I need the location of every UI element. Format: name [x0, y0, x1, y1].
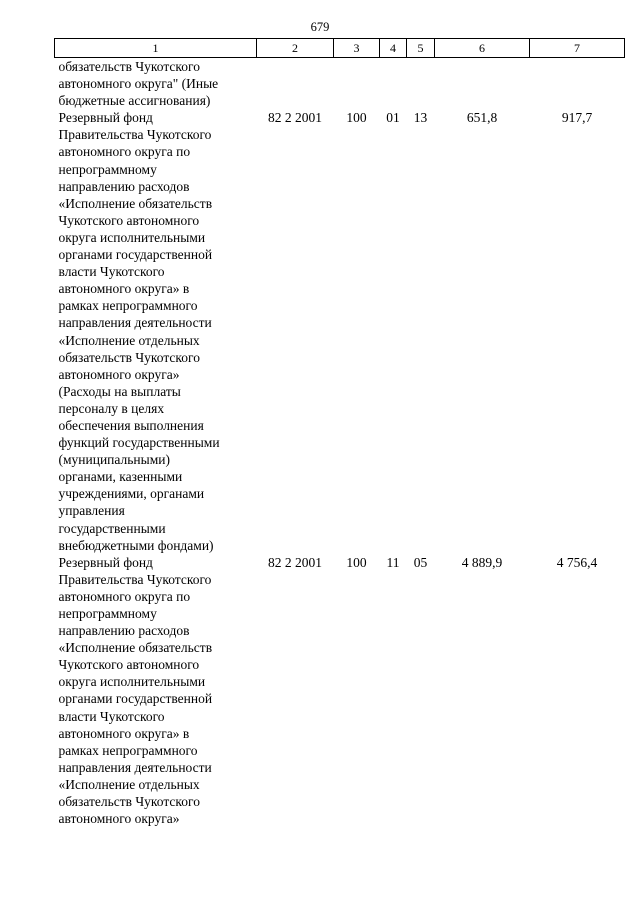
table-header: [55, 39, 625, 58]
row-target-code: 82 2 2001: [268, 110, 322, 126]
row-section: [380, 58, 407, 110]
column-header-3: 3: [334, 39, 380, 58]
header-row: [55, 39, 625, 58]
row-amount-col7: [530, 58, 625, 110]
row-target-code: 82 2 2001: [268, 554, 322, 570]
row-subsection: 05: [413, 554, 428, 570]
row-description: обязательств Чукотского автономного округа" (Иные бюджетные ассигнования): [58, 59, 219, 109]
table-row: [55, 58, 625, 110]
column-header-4: 4: [380, 39, 407, 58]
budget-table: [54, 38, 625, 827]
row-section: 11: [386, 554, 400, 570]
column-header-6: 6: [435, 39, 530, 58]
table-row: [55, 109, 625, 553]
row-amount-col7: 4 756,4: [556, 554, 598, 570]
row-amount-col6: [435, 58, 530, 110]
row-expense-type: 100: [346, 110, 367, 126]
row-expense-type: 100: [346, 554, 367, 570]
row-expense-type: [334, 58, 380, 110]
column-header-5: 5: [407, 39, 435, 58]
row-section: 01: [386, 110, 400, 126]
table-body: [55, 58, 625, 828]
column-header-1: 1: [55, 39, 257, 58]
row-amount-col6: 651,8: [466, 110, 498, 126]
row-amount-col6: 4 889,9: [461, 554, 503, 570]
row-target-code: [257, 58, 334, 110]
column-header-7: 7: [530, 39, 625, 58]
page-number: 679: [310, 20, 330, 34]
column-header-2: 2: [257, 39, 334, 58]
row-amount-col7: 917,7: [561, 110, 593, 126]
row-subsection: [407, 58, 435, 110]
row-subsection: 13: [413, 110, 428, 126]
table-row: [55, 554, 625, 828]
row-description: Резервный фонд Правительства Чукотского автономного округа по непрограммному направлению расходов «Исполнение обязательств Чукотского автономного округа исполнительными органами государственной власти Чукотского автономного округа» в рамках непрограммного направления деятельности «Исполнение отдельных обязательств Чукотского автономного округа»: [58, 554, 213, 827]
row-description: Резервный фонд Правительства Чукотского автономного округа по непрограммному направлению расходов «Исполнение обязательств Чукотского автономного округа исполнительными органами государственной власти Чукотского автономного округа» в рамках непрограммного направления деятельности «Исполнение отдельных обязательств Чукотского автономного округа» (Расходы на выплаты персоналу в целях обеспечения выполнения функций государственными (муниципальными) органами, казенными учреждениями, органами управления государственными внебюджетными фондами): [58, 110, 220, 553]
